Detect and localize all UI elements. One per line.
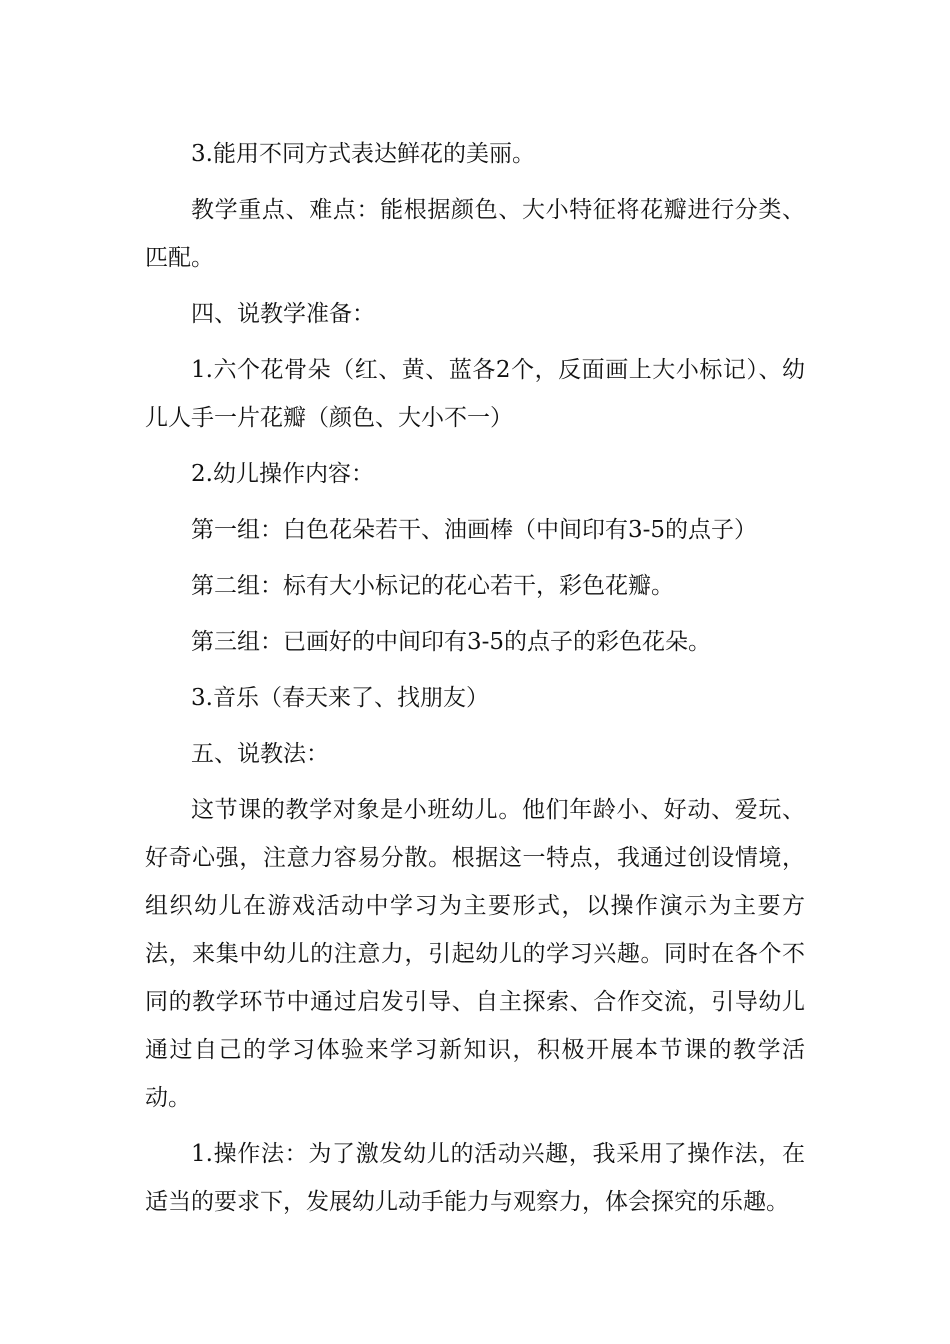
method-item-1: 1.操作法：为了激发幼儿的活动兴趣，我采用了操作法，在适当的要求下，发展幼儿动手能力与观察力，体会探究的乐趣。 <box>145 1141 805 1215</box>
preparation-item-2: 2.幼儿操作内容： <box>191 461 374 487</box>
preparation-item-1: 1.六个花骨朵（红、黄、蓝各2个，反面画上大小标记）、幼儿人手一片花瓣（颜色、大小不一） <box>145 357 805 431</box>
group-2-content: 第二组：标有大小标记的花心若干，彩色花瓣。 <box>191 573 674 599</box>
section-heading-preparation: 四、说教学准备： <box>191 301 375 327</box>
teaching-method-description: 这节课的教学对象是小班幼儿。他们年龄小、好动、爱玩、好奇心强，注意力容易分散。根据这一特点，我通过创设情境，组织幼儿在游戏活动中学习为主要形式，以操作演示为主要方法，来集中幼儿的注意力，引起幼儿的学习兴趣。同时在各个不同的教学环节中通过启发引导、自主探索、合作交流，引导幼儿通过自己的学习体验来学习新知识，积极开展本节课的教学活动。 <box>145 797 805 1111</box>
group-1-content: 第一组：白色花朵若干、油画棒（中间印有3-5的点子） <box>191 517 758 543</box>
group-3-content: 第三组：已画好的中间印有3-5的点子的彩色花朵。 <box>191 629 712 655</box>
document-body <box>145 130 805 1234</box>
goal-item-3: 3.能用不同方式表达鲜花的美丽。 <box>191 141 535 167</box>
key-difficult-points: 教学重点、难点：能根据颜色、大小特征将花瓣进行分类、匹配。 <box>145 197 805 271</box>
section-heading-teaching-method: 五、说教法： <box>191 741 329 767</box>
preparation-item-3: 3.音乐（春天来了、找朋友） <box>191 685 489 711</box>
